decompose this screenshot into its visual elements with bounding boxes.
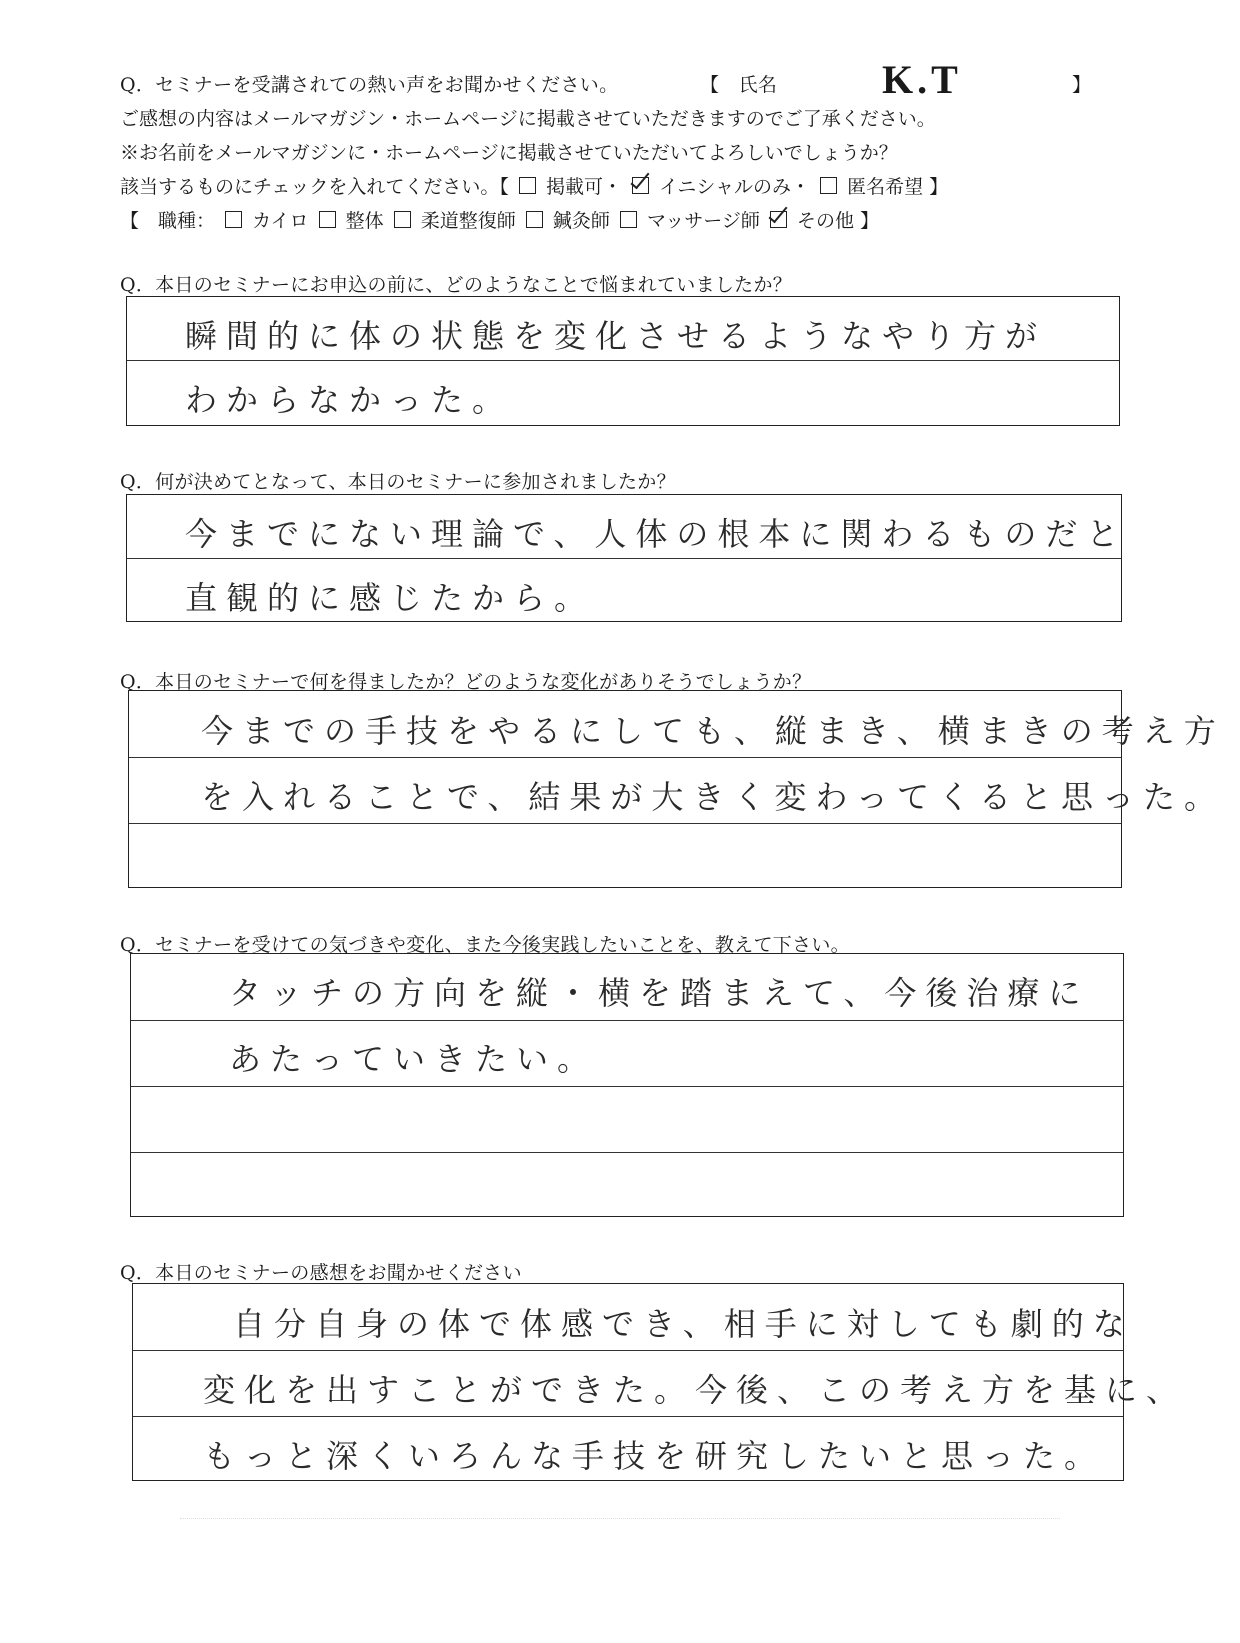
publish-options-row [120,172,948,199]
answer-1-line-1: 瞬間的に体の状態を変化させるようなやり方が [185,317,1047,355]
name-label: 【 氏名 [700,74,778,96]
answer-5-line-1: 自分自身の体で体感でき、相手に対しても劇的な [233,1305,1134,1343]
ruled-line [131,1086,1123,1087]
answer-box-5 [132,1283,1188,1481]
acupuncture-label: 鍼灸師 [552,210,610,232]
ruled-line [133,1416,1123,1417]
occupation-suffix: 】 [860,210,880,232]
seitai-label: 整体 [345,210,384,232]
answer-1-line-2: わからなかった。 [185,381,514,419]
anonymous-label: 匿名希望 [847,176,924,198]
initials-only-checkbox[interactable] [632,177,649,194]
ruled-line [129,823,1121,824]
judo-therapist-checkbox[interactable] [394,211,411,228]
chiro-checkbox[interactable] [225,211,242,228]
answer-5-line-2: 変化を出すことができた。今後、この考え方を基に、 [203,1371,1188,1409]
ruled-line [131,1020,1123,1021]
ruled-line [129,757,1121,758]
chiro-label: カイロ [252,210,309,232]
answer-3-line-1: 今までの手技をやるにしても、縦まき、横まきの考え方 [201,712,1225,750]
publish-ok-label: 掲載可・ [546,176,623,198]
answer-box-4 [130,953,1124,1217]
anonymous-checkbox[interactable] [820,177,837,194]
name-publish-question: ※お名前をメールマガジンに・ホームページに掲載させていただいてよろしいでしょうか？ [120,142,898,164]
massage-checkbox[interactable] [620,211,637,228]
question-3-label: Q．本日のセミナーで何を得ましたか？どのような変化がありそうでしょうか？ [120,671,812,693]
ruled-line [127,558,1121,559]
answer-box-1 [126,296,1120,426]
name-close-bracket: 】 [1072,74,1092,96]
judo-therapist-label: 柔道整復師 [420,210,516,232]
consent-note: ご感想の内容はメールマガジン・ホームページに掲載させていただきますのでご了承ください。 [120,108,936,130]
acupuncture-checkbox[interactable] [526,211,543,228]
answer-box-3 [128,690,1226,888]
publish-options-suffix: 】 [929,176,949,198]
question-5-label: Q．本日のセミナーの感想をお聞かせください [120,1262,522,1284]
answer-4-line-2: あたっていきたい。 [229,1040,599,1078]
publish-ok-checkbox[interactable] [519,177,536,194]
name-value: K.T [882,57,962,102]
occupation-prefix: 【 職種： [120,210,216,232]
initials-only-label: イニシャルのみ・ [659,176,811,198]
question-2-label: Q．何が決めてとなって、本日のセミナーに参加されましたか？ [120,471,676,493]
answer-4-line-1: タッチの方向を縦・横を踏まえて、今後治療に [229,974,1090,1012]
answer-2-line-2: 直観的に感じたから。 [185,579,596,617]
answer-2-line-1: 今までにない理論で、人体の根本に関わるものだと [185,515,1128,553]
survey-title: Q．セミナーを受講されての熱い声をお聞かせください。 [120,74,619,96]
answer-3-line-2: を入れることで、結果が大きく変わってくると思った。 [201,778,1226,816]
ruled-line [131,1152,1123,1153]
massage-label: マッサージ師 [646,210,760,232]
question-4-label: Q．セミナーを受けての気づきや変化、また今後実践したいことを、教えて下さい。 [120,934,850,956]
answer-box-2 [126,494,1128,622]
other-label: その他 [796,210,854,232]
ruled-line [127,360,1119,361]
answer-5-line-3: もっと深くいろんな手技を研究したいと思った。 [203,1437,1106,1475]
other-checkbox[interactable] [770,211,787,228]
question-1-label: Q．本日のセミナーにお申込の前に、どのようなことで悩まれていましたか？ [120,274,793,296]
seitai-checkbox[interactable] [319,211,336,228]
scan-artifact-line [180,1518,1060,1519]
occupation-row [120,206,879,233]
ruled-line [133,1350,1123,1351]
publish-options-prefix: 該当するものにチェックを入れてください。【 [120,176,509,198]
